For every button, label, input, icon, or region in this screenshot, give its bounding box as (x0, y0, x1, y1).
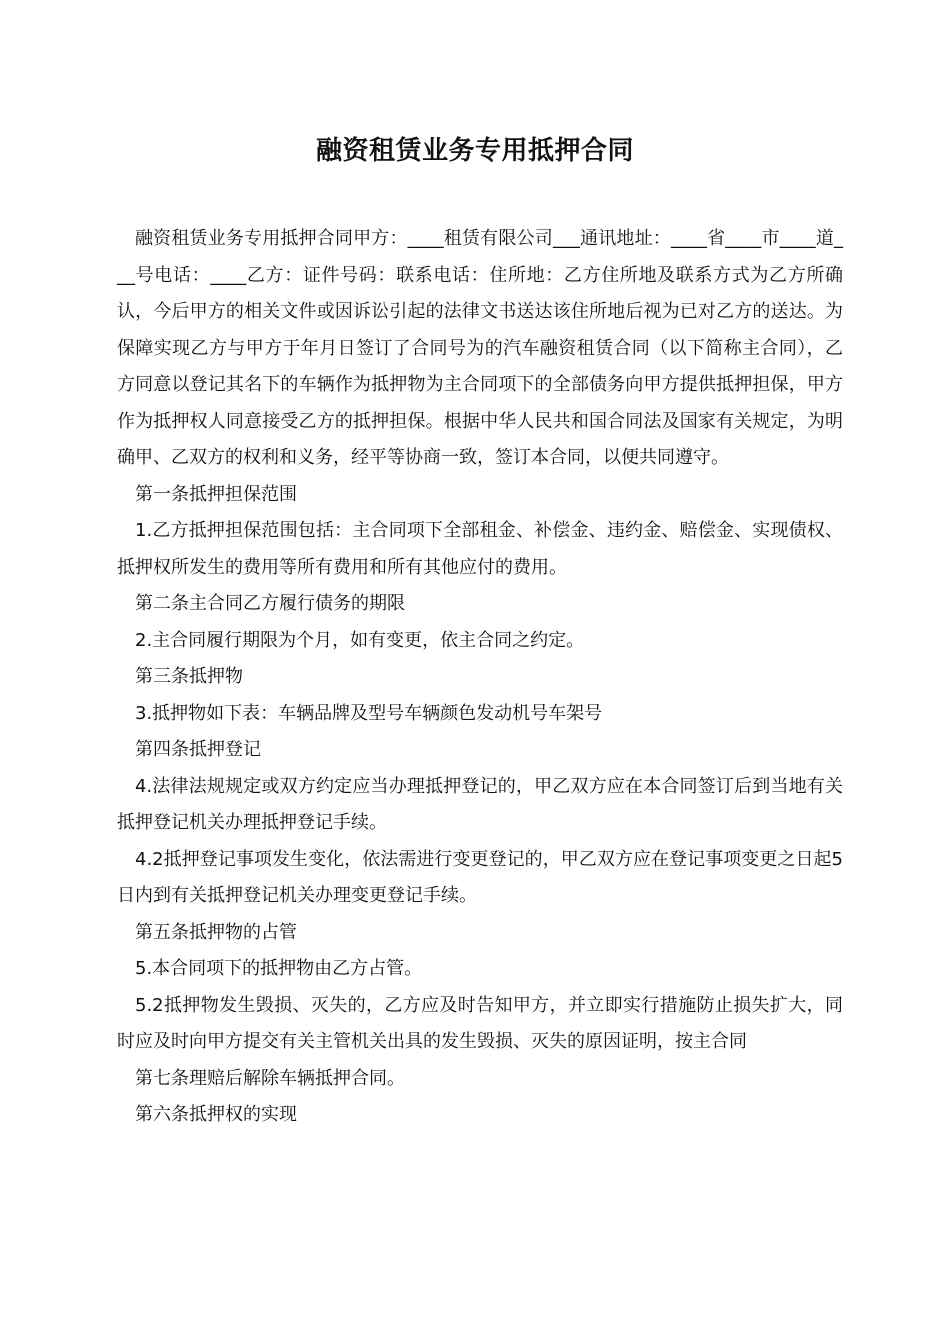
article-4-heading: 第四条抵押登记 (135, 739, 261, 760)
clause-4: 4.法律法规规定或双方约定应当办理抵押登记的，甲乙双方应在本合同签订后到当地有关抵押登记机关办理抵押登记手续。 (117, 775, 843, 833)
clause-1: 1.乙方抵押担保范围包括：主合同项下全部租金、补偿金、违约金、赔偿金、实现债权、抵押权所发生的费用等所有费用和所有其他应付的费用。 (117, 520, 843, 578)
article-5-heading: 第五条抵押物的占管 (135, 921, 297, 943)
document-title: 融资租赁业务专用抵押合同 (315, 136, 634, 166)
clause-2: 2.主合同履行期限为个月，如有变更，依主合同之约定。 (135, 629, 585, 651)
article-6-heading: 第六条抵押权的实现 (135, 1104, 297, 1125)
clause-3: 3.抵押物如下表：车辆品牌及型号车辆颜色发动机号车架号 (135, 702, 603, 724)
article-2-heading: 第二条主合同乙方履行债务的期限 (135, 593, 405, 614)
clause-5-2: 5.2抵押物发生毁损、灭失的，乙方应及时告知甲方，并立即实行措施防止损失扩大，同时应及时向甲方提交有关主管机关出具的发生毁损、灭失的原因证明，按主合同 (117, 994, 843, 1052)
article-7-heading: 第七条理赔后解除车辆抵押合同。 (135, 1067, 405, 1089)
intro-paragraph: 融资租赁业务专用抵押合同甲方：____租赁有限公司___通讯地址：____省____市____道___号电话：____乙方：证件号码：联系电话：住所地：乙方住所地及联系方式为乙方所确认，今后甲方的相关文件或因诉讼引起的法律文书送达该住所地后视为已对乙方的送达。为保障实现乙方与甲方于年月日签订了合同号为的汽车融资租赁合同（以下简称主合同），乙方同意以登记其名下的车辆作为抵押物为主合同项下的全部债务向甲方提供抵押担保，甲方作为抵押权人同意接受乙方的抵押担保。根据中华人民共和国合同法及国家有关规定，为明确甲、乙双方的权利和义务，经平等协商一致，签订本合同，以便共同遵守。 (117, 228, 843, 468)
clause-5: 5.本合同项下的抵押物由乙方占管。 (135, 958, 423, 979)
article-1-heading: 第一条抵押担保范围 (135, 483, 297, 505)
document-body (117, 221, 843, 1134)
article-3-heading: 第三条抵押物 (135, 666, 243, 687)
clause-4-2: 4.2抵押登记事项发生变化，依法需进行变更登记的，甲乙双方应在登记事项变更之日起5日内到有关抵押登记机关办理变更登记手续。 (117, 848, 843, 906)
